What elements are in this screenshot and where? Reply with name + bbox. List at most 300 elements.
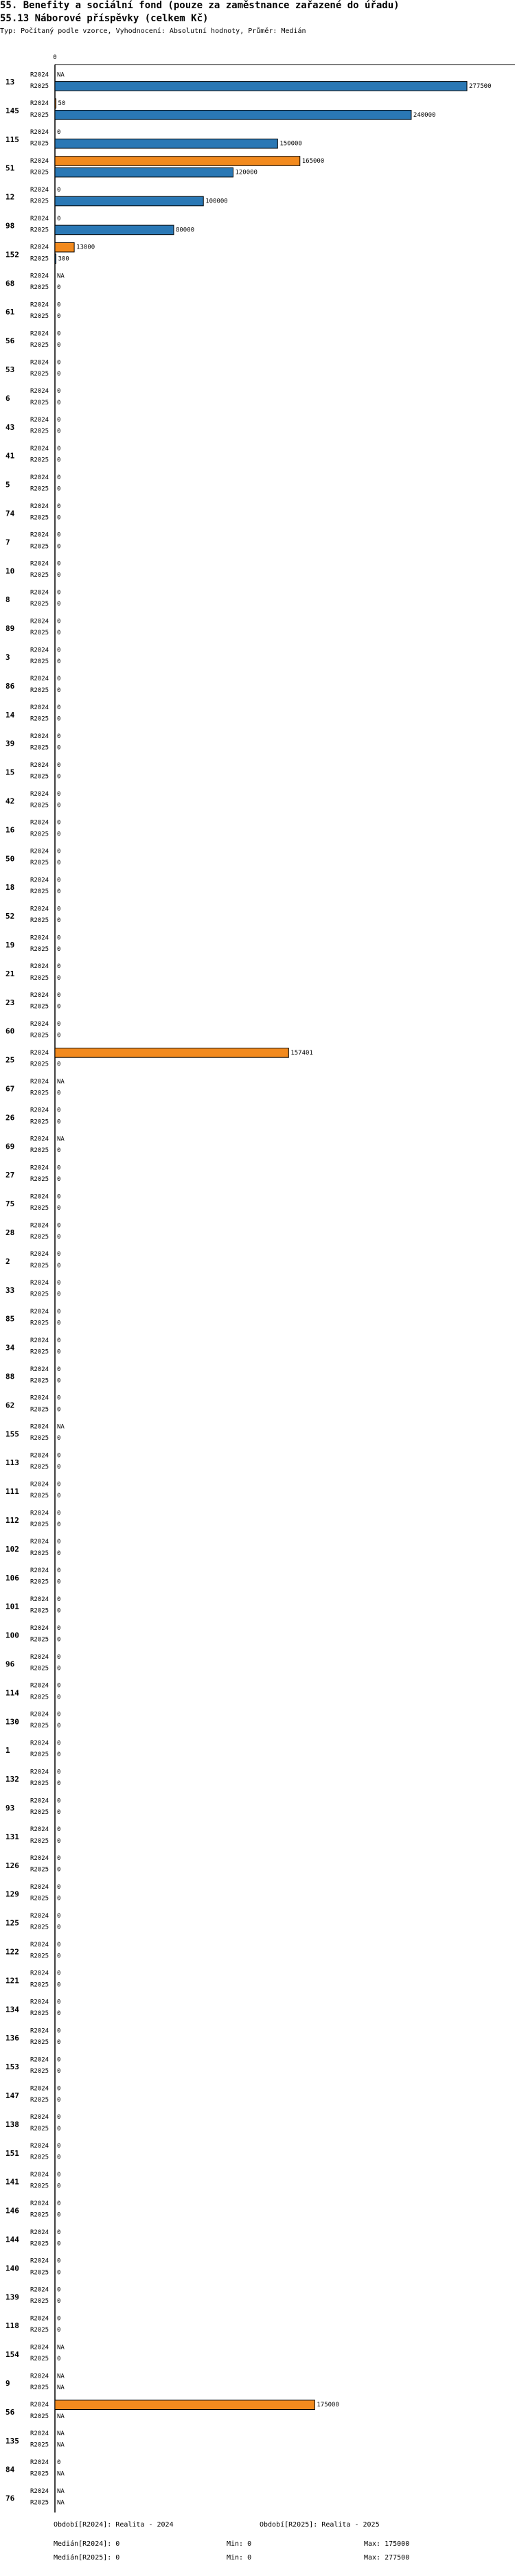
series-label: R2024 bbox=[30, 819, 49, 827]
series-label: R2025 bbox=[30, 1291, 49, 1298]
value-label: 0 bbox=[57, 1866, 61, 1874]
series-label: R2024 bbox=[30, 359, 49, 367]
series-label: R2024 bbox=[30, 906, 49, 913]
value-label: 0 bbox=[57, 2356, 61, 2362]
value-label: 0 bbox=[57, 992, 61, 1000]
value-label: 0 bbox=[57, 1222, 61, 1230]
series-label: R2025 bbox=[30, 1808, 49, 1816]
group-label: 33 bbox=[5, 1285, 15, 1295]
group-label: 88 bbox=[5, 1372, 15, 1381]
series-label: R2024 bbox=[30, 1855, 49, 1863]
group-label: 53 bbox=[5, 365, 15, 374]
value-label: 0 bbox=[57, 1320, 61, 1327]
value-label: 0 bbox=[57, 1723, 61, 1730]
value-label: 0 bbox=[57, 1406, 61, 1414]
group-label: 125 bbox=[5, 1918, 19, 1928]
series-label: R2024 bbox=[30, 100, 49, 108]
series-label: R2024 bbox=[30, 1366, 49, 1373]
series-label: R2024 bbox=[30, 1107, 49, 1114]
series-label: R2024 bbox=[30, 503, 49, 510]
series-label: R2025 bbox=[30, 2039, 49, 2047]
series-label: R2024 bbox=[30, 1567, 49, 1575]
group-label: 18 bbox=[5, 883, 15, 893]
series-label: R2025 bbox=[30, 1895, 49, 1902]
group-label: 136 bbox=[5, 2034, 19, 2043]
value-label: 0 bbox=[57, 543, 61, 551]
value-label: 0 bbox=[57, 1464, 61, 1471]
series-label: R2025 bbox=[30, 1406, 49, 1414]
value-label: NA bbox=[57, 2384, 65, 2391]
value-label: 0 bbox=[57, 399, 61, 406]
value-label: 0 bbox=[57, 1481, 61, 1488]
series-label: R2024 bbox=[30, 186, 49, 194]
series-label: R2024 bbox=[30, 2172, 49, 2178]
summary-max-r2025: Max: 277500 bbox=[364, 2554, 410, 2562]
group-label: 111 bbox=[5, 1487, 19, 1497]
value-label: 0 bbox=[57, 1262, 61, 1269]
series-label: R2024 bbox=[30, 790, 49, 798]
value-label: 0 bbox=[57, 359, 61, 367]
value-label: 0 bbox=[57, 514, 61, 522]
group-label: 7 bbox=[5, 538, 10, 547]
group-label: 85 bbox=[5, 1314, 15, 1324]
series-label: R2024 bbox=[30, 761, 49, 769]
group-label: 67 bbox=[5, 1084, 15, 1094]
value-label: 0 bbox=[57, 1895, 61, 1902]
group-label: 10 bbox=[5, 566, 15, 576]
series-label: R2024 bbox=[30, 474, 49, 481]
value-label: 0 bbox=[57, 1118, 61, 1126]
group-label: 8 bbox=[5, 595, 10, 605]
series-label: R2024 bbox=[30, 1884, 49, 1891]
series-label: R2024 bbox=[30, 1539, 49, 1546]
series-label: R2024 bbox=[30, 158, 49, 165]
value-label: 0 bbox=[57, 1924, 61, 1931]
series-label: R2024 bbox=[30, 1653, 49, 1661]
series-label: R2024 bbox=[30, 647, 49, 654]
group-label: 68 bbox=[5, 279, 15, 288]
value-label: NA bbox=[57, 2413, 65, 2420]
series-label: R2024 bbox=[30, 531, 49, 539]
group-label: 39 bbox=[5, 739, 15, 748]
series-label: R2025 bbox=[30, 773, 49, 781]
series-label: R2024 bbox=[30, 1251, 49, 1258]
value-label: 0 bbox=[57, 790, 61, 798]
series-label: R2024 bbox=[30, 1394, 49, 1402]
series-label: R2025 bbox=[30, 2441, 49, 2449]
value-label: 0 bbox=[57, 761, 61, 769]
summary-min-r2024: Min: 0 bbox=[227, 2540, 252, 2548]
group-label: 14 bbox=[5, 710, 15, 720]
group-label: 21 bbox=[5, 969, 15, 978]
group-label: 6 bbox=[5, 393, 10, 403]
series-label: R2025 bbox=[30, 543, 49, 551]
value-label: 0 bbox=[57, 2039, 61, 2047]
series-label: R2024 bbox=[30, 1193, 49, 1201]
value-label: NA bbox=[57, 2470, 65, 2478]
series-label: R2025 bbox=[30, 687, 49, 694]
value-label: 0 bbox=[57, 1435, 61, 1442]
value-label: 0 bbox=[57, 2327, 61, 2334]
value-label: 0 bbox=[57, 934, 61, 942]
series-label: R2024 bbox=[30, 1164, 49, 1172]
chart-subtitle: 55.13 Náborové příspěvky (celkem Kč) bbox=[0, 13, 209, 24]
group-label: 16 bbox=[5, 825, 15, 835]
value-label: 300 bbox=[58, 255, 69, 263]
value-label: 0 bbox=[57, 457, 61, 464]
value-label: 0 bbox=[57, 1090, 61, 1097]
series-label: R2024 bbox=[30, 1797, 49, 1805]
value-label: 0 bbox=[57, 848, 61, 855]
summary-median-r2024: Medián[R2024]: 0 bbox=[54, 2540, 120, 2548]
summary-min-r2025: Min: 0 bbox=[227, 2554, 252, 2562]
value-label: 0 bbox=[57, 1740, 61, 1747]
bar-r2025 bbox=[55, 196, 203, 206]
series-label: R2025 bbox=[30, 1147, 49, 1155]
series-label: R2025 bbox=[30, 2356, 49, 2362]
series-label: R2024 bbox=[30, 1596, 49, 1603]
series-label: R2024 bbox=[30, 2027, 49, 2035]
series-label: R2025 bbox=[30, 1061, 49, 1068]
value-label: 157401 bbox=[290, 1049, 313, 1057]
value-label: 0 bbox=[57, 284, 61, 292]
series-label: R2025 bbox=[30, 198, 49, 205]
group-label: 129 bbox=[5, 1889, 19, 1899]
group-label: 115 bbox=[5, 135, 19, 144]
series-label: R2025 bbox=[30, 744, 49, 752]
value-label: 0 bbox=[57, 1251, 61, 1258]
value-label: 0 bbox=[57, 658, 61, 665]
group-label: 74 bbox=[5, 509, 15, 518]
series-label: R2025 bbox=[30, 1723, 49, 1730]
group-label: 43 bbox=[5, 422, 15, 432]
value-label: 0 bbox=[57, 1032, 61, 1039]
value-label: NA bbox=[57, 2499, 65, 2507]
group-label: 84 bbox=[5, 2465, 15, 2474]
group-label: 144 bbox=[5, 2235, 19, 2244]
series-label: R2025 bbox=[30, 1694, 49, 1701]
value-label: 0 bbox=[57, 877, 61, 884]
group-label: 114 bbox=[5, 1688, 19, 1698]
group-label: 121 bbox=[5, 1976, 19, 1986]
series-label: R2024 bbox=[30, 1769, 49, 1776]
group-label: 153 bbox=[5, 2062, 19, 2072]
series-label: R2024 bbox=[30, 244, 49, 251]
series-label: R2025 bbox=[30, 2183, 49, 2190]
series-label: R2024 bbox=[30, 2430, 49, 2438]
group-label: 5 bbox=[5, 480, 10, 490]
series-label: R2025 bbox=[30, 2269, 49, 2277]
series-label: R2024 bbox=[30, 2085, 49, 2093]
value-label: 0 bbox=[57, 1578, 61, 1586]
value-label: 0 bbox=[57, 2143, 61, 2150]
series-label: R2025 bbox=[30, 1924, 49, 1931]
value-label: 100000 bbox=[205, 198, 228, 205]
group-label: 62 bbox=[5, 1401, 15, 1410]
value-label: 0 bbox=[57, 974, 61, 982]
value-label: 0 bbox=[57, 1837, 61, 1845]
group-label: 138 bbox=[5, 2119, 19, 2129]
group-label: 151 bbox=[5, 2148, 19, 2158]
group-label: 102 bbox=[5, 1544, 19, 1554]
x-tick-label: 0 bbox=[53, 54, 57, 61]
series-label: R2025 bbox=[30, 2125, 49, 2132]
value-label: 0 bbox=[57, 446, 61, 452]
value-label: 0 bbox=[57, 773, 61, 781]
summary-period-r2024: Období[R2024]: Realita - 2024 bbox=[54, 2521, 174, 2529]
series-label: R2024 bbox=[30, 1452, 49, 1460]
series-label: R2025 bbox=[30, 227, 49, 234]
series-label: R2025 bbox=[30, 399, 49, 406]
value-label: 0 bbox=[57, 601, 61, 608]
value-label: 0 bbox=[57, 2125, 61, 2132]
series-label: R2025 bbox=[30, 82, 49, 90]
series-label: R2024 bbox=[30, 1309, 49, 1315]
group-label: 86 bbox=[5, 681, 15, 691]
value-label: 0 bbox=[57, 630, 61, 636]
group-label: 76 bbox=[5, 2494, 15, 2503]
series-label: R2024 bbox=[30, 129, 49, 137]
value-label: 0 bbox=[57, 1884, 61, 1891]
group-label: 113 bbox=[5, 1458, 19, 1468]
value-label: 0 bbox=[57, 2459, 61, 2466]
value-label: 0 bbox=[57, 1826, 61, 1834]
group-label: 141 bbox=[5, 2177, 19, 2187]
value-label: 0 bbox=[57, 1769, 61, 1776]
summary-period-r2025: Období[R2025]: Realita - 2025 bbox=[260, 2521, 380, 2529]
series-label: R2025 bbox=[30, 1981, 49, 1989]
value-label: 0 bbox=[57, 676, 61, 683]
bar-r2024 bbox=[55, 1048, 288, 1058]
series-label: R2025 bbox=[30, 2240, 49, 2248]
group-label: 89 bbox=[5, 624, 15, 634]
value-label: 277500 bbox=[469, 82, 492, 90]
value-label: 0 bbox=[57, 1394, 61, 1402]
series-label: R2025 bbox=[30, 1780, 49, 1787]
value-label: 0 bbox=[57, 945, 61, 953]
value-label: 0 bbox=[57, 2056, 61, 2064]
value-label: 0 bbox=[57, 531, 61, 539]
value-label: 0 bbox=[57, 1164, 61, 1172]
value-label: 0 bbox=[57, 1607, 61, 1615]
value-label: 0 bbox=[57, 1665, 61, 1672]
group-label: 19 bbox=[5, 940, 15, 950]
value-label: 0 bbox=[57, 572, 61, 579]
value-label: 0 bbox=[57, 1711, 61, 1718]
group-label: 34 bbox=[5, 1343, 15, 1353]
series-label: R2025 bbox=[30, 1262, 49, 1269]
value-label: 0 bbox=[57, 474, 61, 481]
series-label: R2024 bbox=[30, 992, 49, 1000]
group-label: 131 bbox=[5, 1832, 19, 1841]
group-label: 25 bbox=[5, 1055, 15, 1065]
group-label: 140 bbox=[5, 2264, 19, 2273]
value-label: 0 bbox=[57, 1539, 61, 1546]
value-label: 0 bbox=[57, 1981, 61, 1989]
series-label: R2025 bbox=[30, 2413, 49, 2420]
bar-r2025 bbox=[55, 139, 277, 148]
value-label: 0 bbox=[57, 715, 61, 723]
value-label: 0 bbox=[57, 1147, 61, 1155]
series-label: R2024 bbox=[30, 301, 49, 309]
value-label: 175000 bbox=[317, 2402, 339, 2409]
series-label: R2024 bbox=[30, 1078, 49, 1085]
group-label: 27 bbox=[5, 1171, 15, 1180]
group-label: 145 bbox=[5, 106, 19, 115]
value-label: 0 bbox=[57, 1193, 61, 1201]
value-label: 0 bbox=[57, 2068, 61, 2075]
value-label: 0 bbox=[57, 906, 61, 913]
series-label: R2025 bbox=[30, 2010, 49, 2018]
series-label: R2025 bbox=[30, 313, 49, 321]
value-label: 0 bbox=[57, 860, 61, 867]
series-label: R2024 bbox=[30, 2373, 49, 2380]
value-label: 0 bbox=[57, 2183, 61, 2190]
series-label: R2025 bbox=[30, 2211, 49, 2219]
value-label: 0 bbox=[57, 2010, 61, 2018]
value-label: 0 bbox=[57, 589, 61, 597]
group-label: 13 bbox=[5, 77, 15, 87]
series-label: R2025 bbox=[30, 572, 49, 579]
value-label: 0 bbox=[57, 417, 61, 424]
series-label: R2025 bbox=[30, 888, 49, 896]
series-label: R2025 bbox=[30, 1032, 49, 1039]
series-label: R2024 bbox=[30, 1423, 49, 1431]
series-label: R2024 bbox=[30, 1049, 49, 1057]
group-label: 100 bbox=[5, 1631, 19, 1640]
value-label: 0 bbox=[57, 1521, 61, 1528]
bar-r2025 bbox=[55, 225, 174, 235]
value-label: NA bbox=[57, 273, 65, 280]
series-label: R2025 bbox=[30, 1464, 49, 1471]
value-label: 0 bbox=[57, 1493, 61, 1499]
series-label: R2024 bbox=[30, 704, 49, 712]
series-label: R2024 bbox=[30, 1941, 49, 1948]
value-label: NA bbox=[57, 1423, 65, 1431]
bar-r2025 bbox=[55, 111, 411, 120]
series-label: R2024 bbox=[30, 1222, 49, 1230]
value-label: 0 bbox=[57, 1653, 61, 1661]
series-label: R2025 bbox=[30, 1866, 49, 1874]
series-label: R2024 bbox=[30, 71, 49, 79]
series-label: R2024 bbox=[30, 2402, 49, 2409]
series-label: R2024 bbox=[30, 330, 49, 338]
value-label: NA bbox=[57, 71, 65, 79]
page-title: 55. Benefity a sociální fond (pouze za zaměstnance zařazené do úřadu) bbox=[0, 0, 400, 11]
bar-r2024 bbox=[55, 2400, 314, 2410]
series-label: R2024 bbox=[30, 618, 49, 625]
series-label: R2024 bbox=[30, 388, 49, 395]
series-label: R2025 bbox=[30, 802, 49, 809]
series-label: R2025 bbox=[30, 658, 49, 665]
series-label: R2025 bbox=[30, 169, 49, 176]
series-label: R2025 bbox=[30, 1578, 49, 1586]
series-label: R2025 bbox=[30, 2470, 49, 2478]
value-label: 0 bbox=[57, 129, 61, 137]
series-label: R2025 bbox=[30, 1665, 49, 1672]
value-label: 0 bbox=[57, 1855, 61, 1863]
group-label: 56 bbox=[5, 2407, 15, 2417]
series-label: R2024 bbox=[30, 963, 49, 971]
series-label: R2024 bbox=[30, 1624, 49, 1632]
group-label: 69 bbox=[5, 1142, 15, 1151]
series-label: R2024 bbox=[30, 417, 49, 424]
value-label: 0 bbox=[57, 1912, 61, 1920]
group-label: 139 bbox=[5, 2292, 19, 2302]
value-label: 0 bbox=[57, 1205, 61, 1212]
value-label: NA bbox=[57, 2487, 65, 2495]
value-label: 120000 bbox=[235, 169, 258, 176]
value-label: 0 bbox=[57, 215, 61, 222]
series-label: R2025 bbox=[30, 1837, 49, 1845]
value-label: 0 bbox=[57, 2027, 61, 2035]
group-label: 118 bbox=[5, 2321, 19, 2331]
series-label: R2025 bbox=[30, 1493, 49, 1499]
value-label: 0 bbox=[57, 1366, 61, 1373]
group-label: 2 bbox=[5, 1256, 10, 1266]
group-label: 3 bbox=[5, 652, 10, 662]
group-label: 28 bbox=[5, 1228, 15, 1237]
group-label: 146 bbox=[5, 2206, 19, 2216]
series-label: R2024 bbox=[30, 2056, 49, 2064]
series-label: R2025 bbox=[30, 630, 49, 636]
series-label: R2025 bbox=[30, 1636, 49, 1644]
group-label: 126 bbox=[5, 1861, 19, 1870]
value-label: 0 bbox=[57, 2240, 61, 2248]
value-label: 0 bbox=[57, 1682, 61, 1690]
value-label: 0 bbox=[57, 1003, 61, 1011]
series-label: R2024 bbox=[30, 589, 49, 597]
value-label: 0 bbox=[57, 888, 61, 896]
group-label: 152 bbox=[5, 250, 19, 260]
series-label: R2025 bbox=[30, 1205, 49, 1212]
value-label: NA bbox=[57, 1136, 65, 1143]
group-label: 51 bbox=[5, 163, 15, 173]
series-label: R2025 bbox=[30, 111, 49, 119]
series-label: R2024 bbox=[30, 1912, 49, 1920]
series-label: R2024 bbox=[30, 2257, 49, 2265]
value-label: 0 bbox=[57, 2096, 61, 2104]
series-label: R2024 bbox=[30, 2315, 49, 2323]
group-label: 93 bbox=[5, 1803, 15, 1813]
series-label: R2024 bbox=[30, 1021, 49, 1028]
value-label: 0 bbox=[57, 1510, 61, 1517]
value-label: NA bbox=[57, 2441, 65, 2449]
summary-median-r2025: Medián[R2025]: 0 bbox=[54, 2554, 120, 2562]
value-label: 0 bbox=[57, 2298, 61, 2305]
series-label: R2025 bbox=[30, 1550, 49, 1557]
group-label: 41 bbox=[5, 451, 15, 461]
series-label: R2024 bbox=[30, 2459, 49, 2466]
series-label: R2024 bbox=[30, 2114, 49, 2121]
value-label: 0 bbox=[57, 704, 61, 712]
series-label: R2025 bbox=[30, 974, 49, 982]
group-label: 50 bbox=[5, 854, 15, 864]
series-label: R2024 bbox=[30, 676, 49, 683]
series-label: R2024 bbox=[30, 1682, 49, 1690]
series-label: R2025 bbox=[30, 1435, 49, 1442]
group-label: 112 bbox=[5, 1515, 19, 1525]
series-label: R2025 bbox=[30, 514, 49, 522]
group-label: 56 bbox=[5, 336, 15, 346]
series-label: R2025 bbox=[30, 428, 49, 435]
value-label: 0 bbox=[57, 1941, 61, 1948]
value-label: 0 bbox=[57, 1309, 61, 1315]
series-label: R2024 bbox=[30, 2286, 49, 2294]
series-label: R2025 bbox=[30, 1377, 49, 1385]
series-label: R2025 bbox=[30, 2298, 49, 2305]
series-label: R2024 bbox=[30, 1481, 49, 1488]
